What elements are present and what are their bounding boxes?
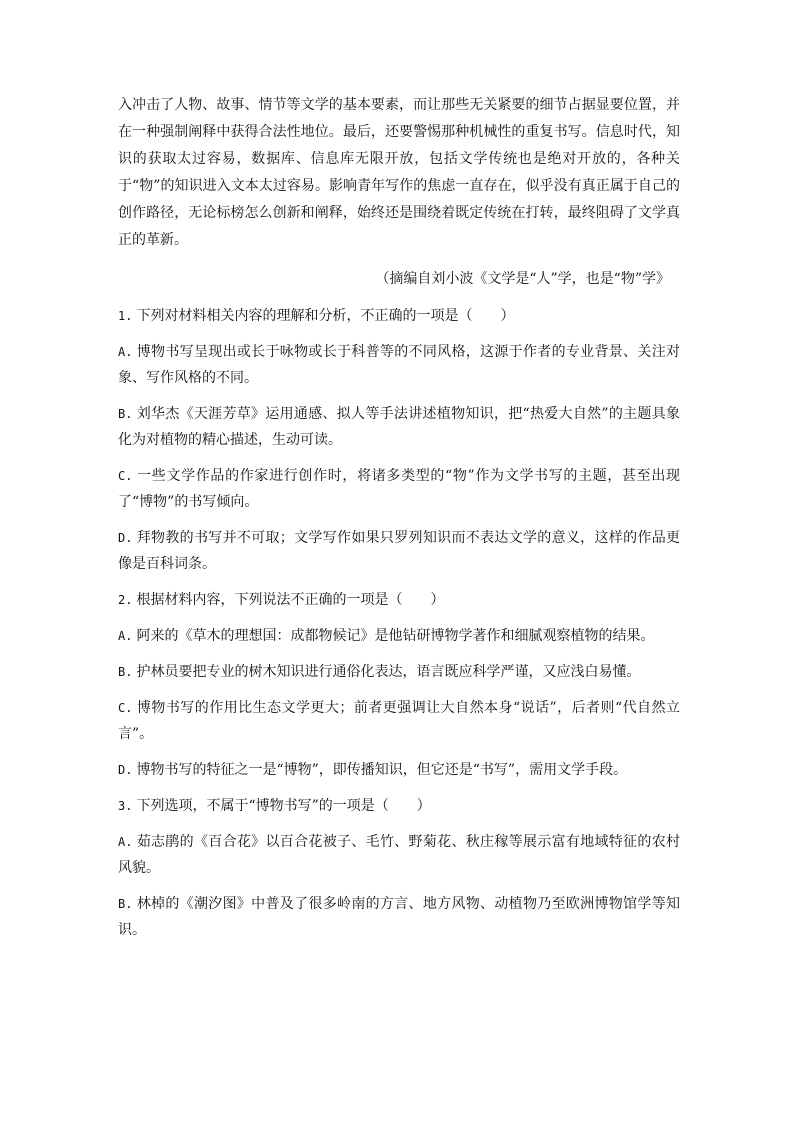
question-text: 根据材料内容，下列说法不正确的一项是（ ） (136, 592, 445, 608)
option-text: 刘华杰《天涯芳草》运用通感、拟人等手法讲述植物知识，把“热爱大自然”的主题具象化为对植物的精心描述，生动可读。 (118, 406, 680, 448)
option-text: 护林员要把专业的树木知识进行通俗化表达，语言既应科学严谨，又应浅白易懂。 (136, 664, 641, 680)
option-label: C. (118, 469, 133, 483)
option-text: 一些文学作品的作家进行创作时，将诸多类型的“物”作为文学书写的主题，甚至出现了“博物”的书写倾向。 (118, 468, 680, 510)
option-b (118, 659, 680, 685)
option-text: 博物书写呈现出或长于咏物或长于科普等的不同风格，这源于作者的专业背景、关注对象、写作风格的不同。 (118, 344, 680, 386)
option-b (118, 401, 680, 453)
option-text: 博物书写的特征之一是“博物”，即传播知识，但它还是“书写”，需用文学手段。 (136, 762, 628, 778)
passage-paragraph: 入冲击了人物、故事、情节等文学的基本要素，而让那些无关紧要的细节占据显要位置，并在一种强制阐释中获得合法性地位。最后，还要警惕那种机械性的重复书写。信息时代，知识的获取太过容易，数据库、信息库无限开放，包括文学传统也是绝对开放的，各种关于“物”的知识进入文本太过容易。影响青年写作的焦虑一直存在，似乎没有真正属于自己的创作路径，无论标榜怎么创新和阐释，始终还是围绕着既定传统在打转，最终阻碍了文学真正的革新。 (118, 97, 680, 248)
question-stem (118, 587, 680, 613)
question-1 (118, 303, 680, 577)
option-label: D. (118, 763, 133, 777)
question-number: 3. (118, 799, 133, 813)
question-text: 下列对材料相关内容的理解和分析，不正确的一项是（ ） (136, 308, 515, 324)
option-a (118, 829, 680, 881)
option-label: A. (118, 835, 133, 849)
option-label: B. (118, 407, 133, 421)
question-stem (118, 303, 680, 329)
option-text: 阿来的《草木的理想国：成都物候记》是他钻研博物学著作和细腻观察植物的结果。 (136, 628, 655, 644)
option-a (118, 339, 680, 391)
option-label: B. (118, 665, 133, 679)
option-label: B. (118, 897, 133, 911)
option-text: 博物书写的作用比生态文学更大；前者更强调让大自然本身“说话”，后者则“代自然立言”。 (118, 700, 680, 742)
question-2 (118, 587, 680, 783)
option-label: C. (118, 701, 133, 715)
question-stem (118, 793, 680, 819)
option-c (118, 695, 680, 747)
option-text: 茹志鹃的《百合花》以百合花被子、毛竹、野菊花、秋庄稼等展示富有地域特征的农村风貌。 (118, 834, 680, 876)
option-label: A. (118, 345, 133, 359)
question-number: 2. (118, 593, 133, 607)
document-page (118, 92, 680, 953)
option-b (118, 891, 680, 943)
option-label: D. (118, 531, 133, 545)
question-text: 下列选项，不属于“博物书写”的一项是（ ） (136, 798, 431, 814)
option-text: 拜物教的书写并不可取；文学写作如果只罗列知识而不表达文学的意义，这样的作品更像是百科词条。 (118, 530, 680, 572)
option-text: 林棹的《潮汐图》中普及了很多岭南的方言、地方风物、动植物乃至欧洲博物馆学等知识。 (118, 896, 680, 938)
option-d (118, 525, 680, 577)
question-number: 1. (118, 309, 133, 323)
question-3 (118, 793, 680, 943)
option-label: A. (118, 629, 133, 643)
passage-source: （摘编自刘小波《文学是“人”学，也是“物”学》 (375, 271, 670, 287)
option-a (118, 623, 680, 649)
option-c (118, 463, 680, 515)
option-d (118, 757, 680, 783)
